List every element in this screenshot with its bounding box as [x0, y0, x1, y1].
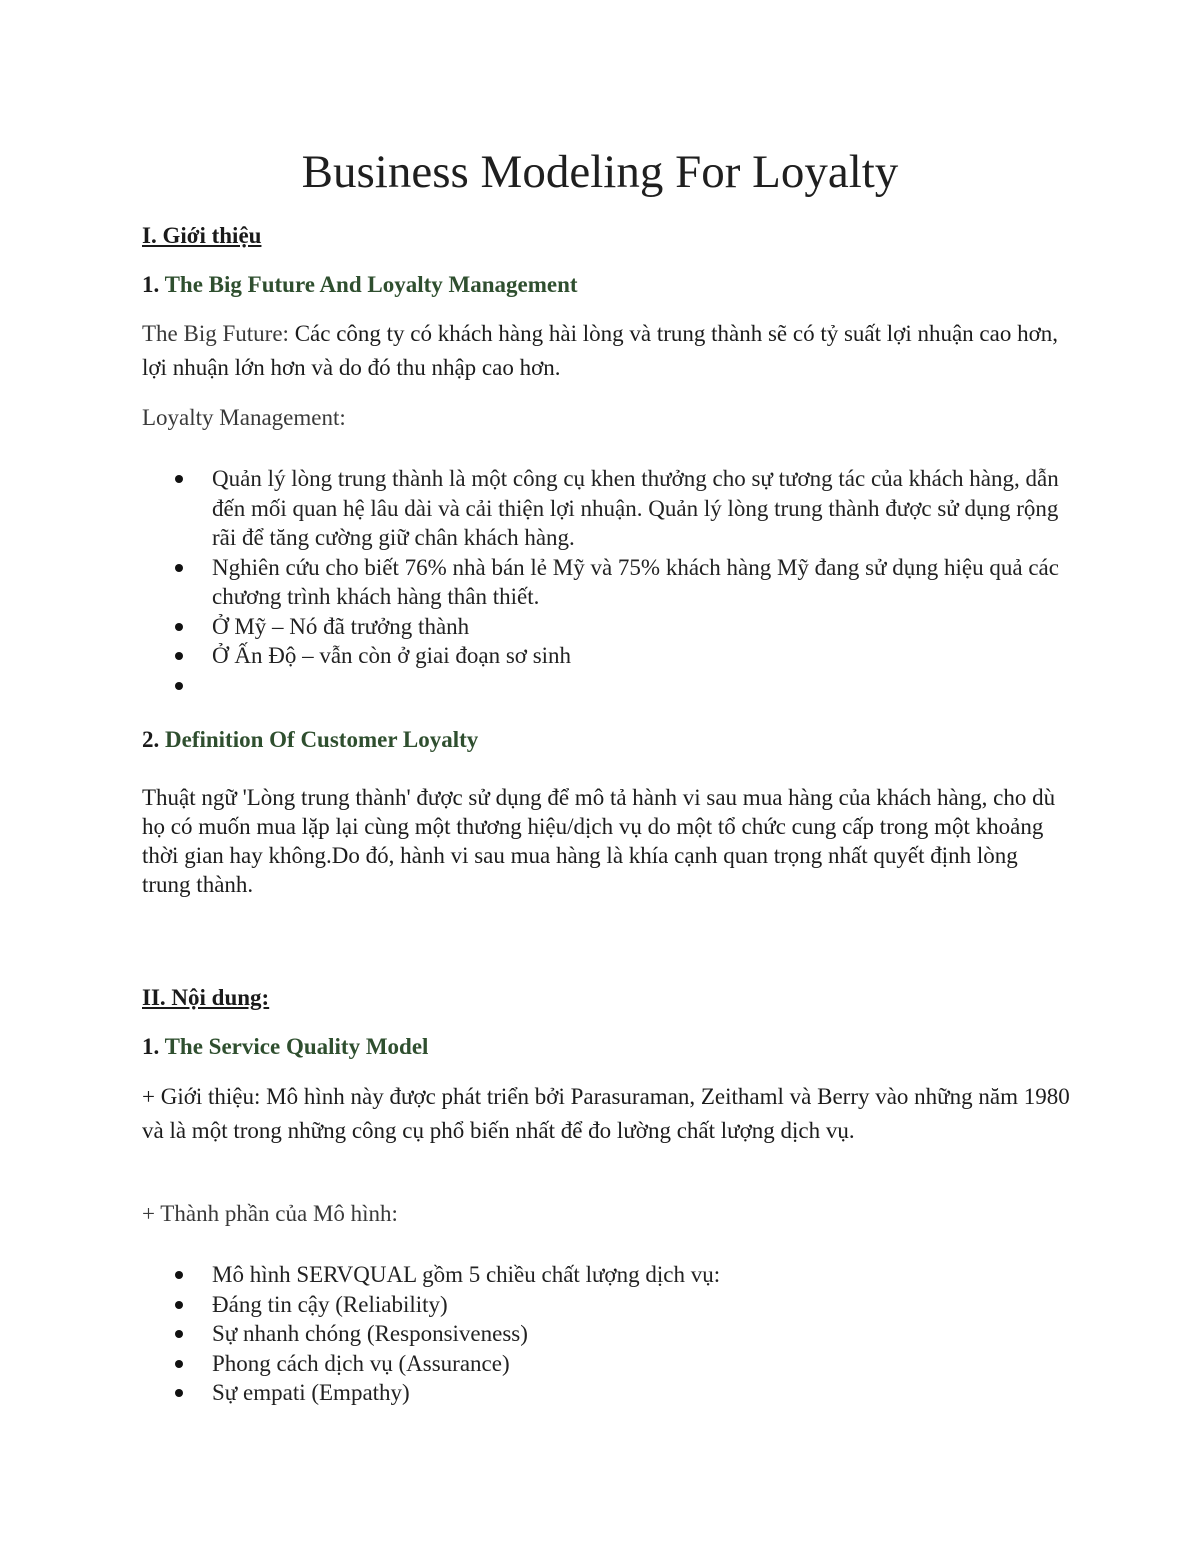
big-future-lead: The Big Future:: [142, 321, 289, 346]
document-title: Business Modeling For Loyalty: [301, 146, 899, 198]
list-item: [142, 671, 1072, 701]
list-item: Sự nhanh chóng (Responsiveness): [142, 1319, 1072, 1349]
subheading-title: The Service Quality Model: [164, 1034, 429, 1059]
list-item: Mô hình SERVQUAL gồm 5 chiều chất lượng dịch vụ:: [142, 1260, 1072, 1290]
list-item: Đáng tin cậy (Reliability): [142, 1290, 1072, 1320]
loyalty-management-label: Loyalty Management:: [142, 405, 346, 430]
list-item: Sự empati (Empathy): [142, 1378, 1072, 1408]
service-quality-intro: + Giới thiệu: Mô hình này được phát triển bởi Parasuraman, Zeithaml và Berry vào những năm 1980 và là một trong những công cụ phổ biến nhất để đo lường chất lượng dịch vụ.: [142, 1084, 1070, 1143]
list-item: Nghiên cứu cho biết 76% nhà bán lẻ Mỹ và 75% khách hàng Mỹ đang sử dụng hiệu quả các chương trình khách hàng thân thiết.: [142, 553, 1072, 612]
list-item: Ở Ấn Độ – vẫn còn ở giai đoạn sơ sinh: [142, 641, 1072, 671]
subheading-definition: [142, 725, 478, 755]
big-future-paragraph: [142, 317, 1072, 385]
section-heading-content: II. Nội dung:: [142, 985, 270, 1010]
big-future-text: Các công ty có khách hàng hài lòng và trung thành sẽ có tỷ suất lợi nhuận cao hơn, lợi nhuận lớn hơn và do đó thu nhập cao hơn.: [142, 321, 1059, 380]
subheading-number: 1.: [142, 1034, 160, 1059]
subheading-title: Definition Of Customer Loyalty: [165, 727, 479, 752]
section-heading-intro: I. Giới thiệu: [142, 223, 262, 248]
subheading-big-future: [142, 270, 578, 300]
subheading-service-quality: [142, 1032, 428, 1062]
list-item: Quản lý lòng trung thành là một công cụ khen thưởng cho sự tương tác của khách hàng, dẫn đến mối quan hệ lâu dài và cải thiện lợi nhuận. Quản lý lòng trung thành được sử dụng rộng rãi để tăng cường giữ chân khách hàng.: [142, 464, 1072, 553]
loyalty-management-list: [142, 464, 1072, 700]
servqual-list: [142, 1260, 1072, 1408]
subheading-number: 2.: [142, 727, 160, 752]
model-components-label: + Thành phần của Mô hình:: [142, 1201, 398, 1226]
definition-paragraph: Thuật ngữ 'Lòng trung thành' được sử dụng để mô tả hành vi sau mua hàng của khách hàng, cho dù họ có muốn mua lặp lại cùng một thương hiệu/dịch vụ do một tổ chức cung cấp trong một khoảng thời gian hay không.Do đó, hành vi sau mua hàng là khía cạnh quan trọng nhất quyết định lòng trung thành.: [142, 785, 1056, 897]
subheading-title: The Big Future And Loyalty Management: [164, 272, 578, 297]
list-item: Ở Mỹ – Nó đã trưởng thành: [142, 612, 1072, 642]
subheading-number: 1.: [142, 272, 160, 297]
list-item: Phong cách dịch vụ (Assurance): [142, 1349, 1072, 1379]
